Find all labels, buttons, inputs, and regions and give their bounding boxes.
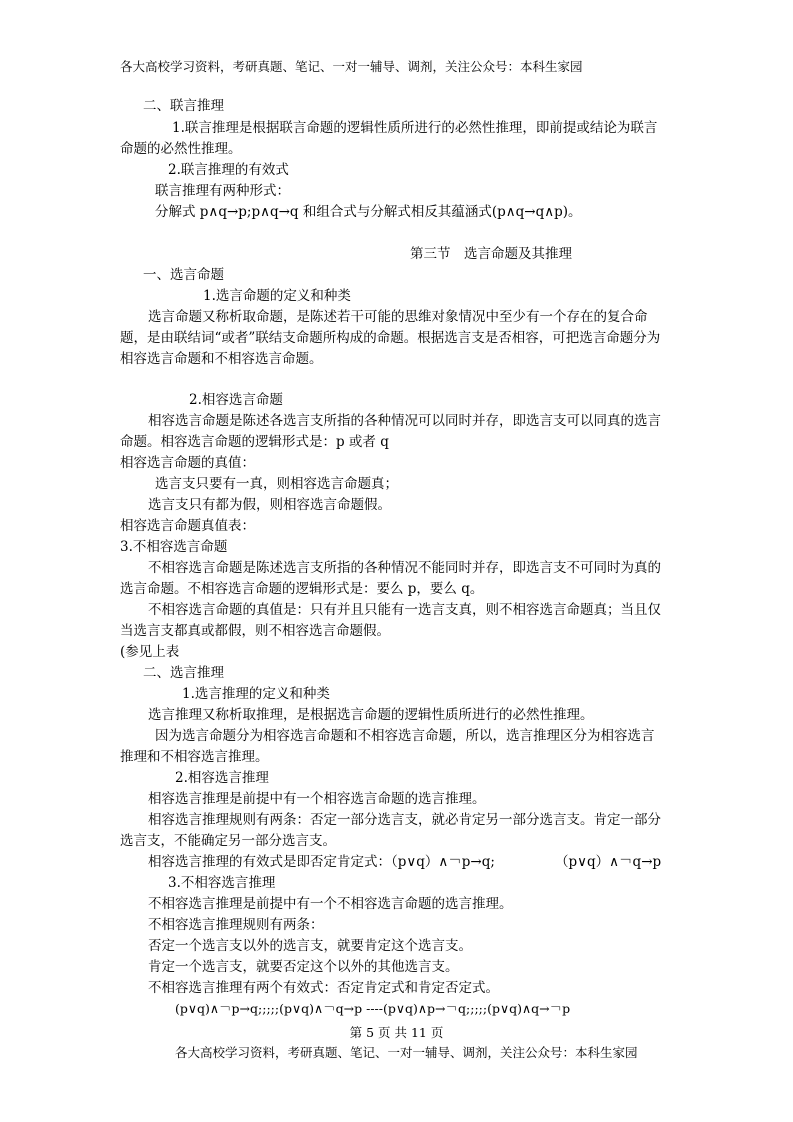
paragraph-line: 相容选言命题是陈述各选言支所指的各种情况可以同时并存，即选言支可以同真的选言 — [148, 413, 661, 429]
paragraph-line: 相容选言命题真值表： — [120, 518, 255, 534]
formula-line: （p∨q）∧￢q→p — [555, 854, 662, 870]
subsection-heading: 2.联言推理的有效式 — [168, 162, 289, 178]
paragraph-line: 不相容选言推理是前提中有一个不相容选言命题的选言推理。 — [148, 896, 513, 912]
subsection-heading: 3.不相容选言推理 — [168, 875, 276, 891]
formula-line: 分解式 p∧q→p;p∧q→q 和组合式与分解式相反其蕴涵式(p∧q→q∧p)。 — [155, 204, 582, 220]
paragraph-line: 不相容选言命题是陈述选言支所指的各种情况不能同时并存，即选言支不可同时为真的 — [148, 560, 661, 576]
paragraph-line: 不相容选言推理有两个有效式：否定肯定式和肯定否定式。 — [148, 980, 499, 996]
subsection-heading: 2.相容选言推理 — [175, 770, 269, 786]
paragraph-line: 不相容选言推理规则有两条： — [148, 917, 324, 933]
paragraph-line: 选言推理又称析取推理，是根据选言命题的逻辑性质所进行的必然性推理。 — [148, 707, 594, 723]
paragraph-line: 命题。相容选言命题的逻辑形式是：p 或者 q — [120, 434, 389, 450]
paragraph-line: 不相容选言命题的真值是：只有并且只能有一选言支真，则不相容选言命题真；当且仅 — [148, 602, 661, 618]
page-footer: 各大高校学习资料，考研真题、笔记、一对一辅导、调剂，关注公众号：本科生家园 — [175, 1045, 638, 1060]
subsection-heading: 3.不相容选言命题 — [120, 539, 228, 555]
formula-line: (p∨q)∧￢p→q;;;;;(p∨q)∧￢q→p ----(p∨q)∧p→￢q;;;;;(p∨q)∧q→￢p — [175, 1001, 571, 1016]
paragraph-line: 选言支只要有一真，则相容选言命题真； — [155, 476, 398, 492]
paragraph-line: 相容选言命题和不相容选言命题。 — [120, 351, 323, 367]
paragraph-line: 选言命题又称析取命题，是陈述若干可能的思维对象情况中至少有一个存在的复合命 — [148, 309, 648, 325]
chapter-section-title: 第三节 选言命题及其推理 — [410, 246, 572, 262]
paragraph-line: 相容选言命题的真值： — [120, 455, 255, 471]
paragraph-line: 命题的必然性推理。 — [120, 141, 242, 157]
subsection-heading: 1.选言命题的定义和种类 — [203, 288, 351, 304]
paragraph-line: 当选言支都真或都假，则不相容选言命题假。 — [120, 623, 390, 639]
subsection-heading: 1.选言推理的定义和种类 — [182, 686, 330, 702]
paragraph-line: (参见上表 — [120, 644, 180, 660]
paragraph-line: 推理和不相容选言推理。 — [120, 749, 269, 765]
page-header: 各大高校学习资料，考研真题、笔记、一对一辅导、调剂，关注公众号：本科生家园 — [120, 59, 583, 74]
paragraph-line: 相容选言推理规则有两条：否定一部分选言支，就必肯定另一部分选言支。肯定一部分 — [148, 812, 661, 828]
paragraph-line: 选言支，不能确定另一部分选言支。 — [120, 833, 336, 849]
page-number: 第 5 页 共 11 页 — [349, 1025, 444, 1040]
paragraph-line: 联言推理有两种形式： — [155, 183, 290, 199]
paragraph-line: 题，是由联结词“或者”联结支命题所构成的命题。根据选言支是否相容，可把选言命题分为 — [120, 330, 661, 346]
paragraph-line: 选言支只有都为假，则相容选言命题假。 — [148, 497, 391, 513]
formula-line: 相容选言推理的有效式是即否定肯定式：（p∨q）∧￢p→q; — [148, 854, 495, 870]
paragraph-line: 因为选言命题分为相容选言命题和不相容选言命题，所以，选言推理区分为相容选言 — [155, 728, 655, 744]
section-heading: 二、选言推理 — [143, 665, 224, 681]
paragraph-line: 否定一个选言支以外的选言支，就要肯定这个选言支。 — [148, 938, 472, 954]
section-heading: 二、联言推理 — [143, 98, 224, 114]
paragraph-line: 选言命题。不相容选言命题的逻辑形式是：要么 p，要么 q。 — [120, 581, 484, 597]
subsection-heading: 2.相容选言命题 — [189, 392, 283, 408]
section-heading: 一、选言命题 — [143, 267, 224, 283]
paragraph-line: 1.联言推理是根据联言命题的逻辑性质所进行的必然性推理，即前提或结论为联言 — [172, 120, 658, 136]
paragraph-line: 肯定一个选言支，就要否定这个以外的其他选言支。 — [148, 959, 459, 975]
paragraph-line: 相容选言推理是前提中有一个相容选言命题的选言推理。 — [148, 791, 486, 807]
